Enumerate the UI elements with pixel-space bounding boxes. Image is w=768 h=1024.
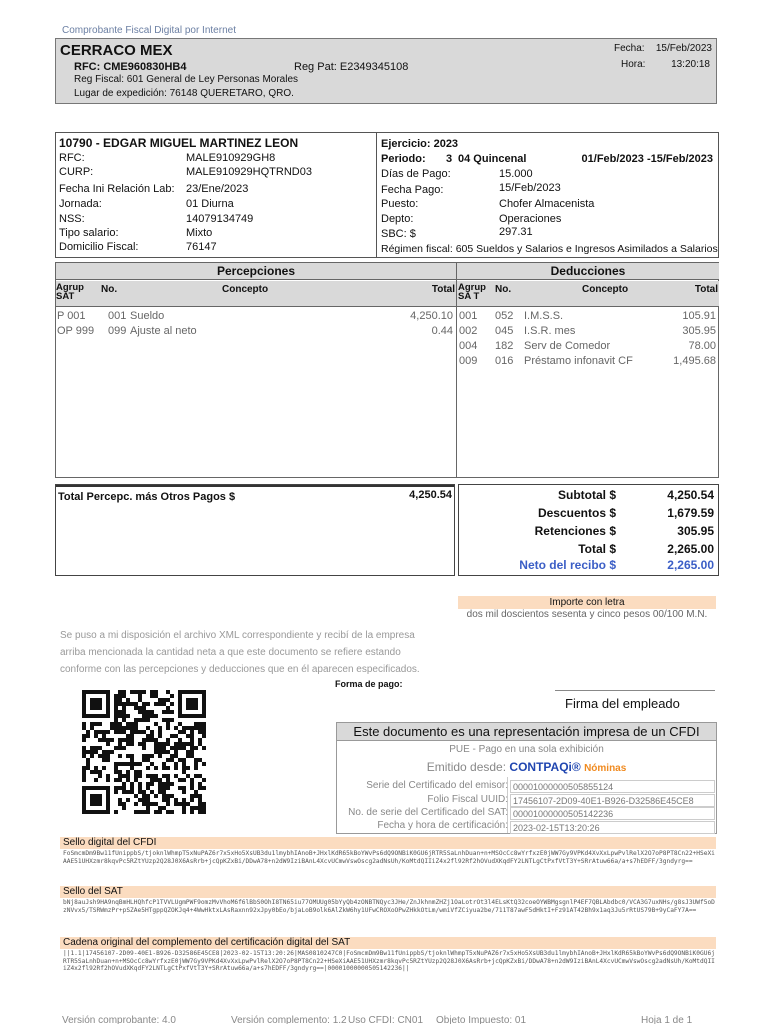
registro-patronal: Reg Pat: E2349345108 (294, 61, 409, 73)
period-value: Chofer Almacenista (499, 198, 595, 210)
importe-letra-title: Importe con letra (458, 596, 716, 609)
employee-info-box (55, 132, 719, 258)
total-percepciones-label: Total Percepc. más Otros Pagos $ (58, 491, 236, 503)
emp-value: MALE910929HQTRND03 (186, 166, 312, 178)
retenciones-value: 305.95 (677, 524, 714, 538)
emp-value: MALE910929GH8 (186, 152, 276, 164)
deducciones-column-headers (457, 281, 719, 307)
cert-value: 2023-02-15T13:20:26 (510, 821, 715, 834)
total-percepciones-value: 4,250.54 (409, 489, 452, 501)
percepciones-column-headers (56, 281, 456, 307)
cell-agrup: OP 999 (57, 325, 95, 337)
importe-letra-text: dos mil doscientos sesenta y cinco pesos 00/100 M.N. (466, 609, 708, 620)
col-total: Total (431, 284, 455, 295)
cell-concepto: I.M.S.S. (524, 310, 564, 322)
signature-line (555, 690, 715, 691)
cfdi-info-box (336, 722, 717, 834)
company-header (55, 38, 717, 104)
cell-concepto: Préstamo infonavit CF (524, 355, 633, 367)
column-divider (456, 263, 457, 478)
cell-no: 045 (495, 325, 514, 337)
fecha-label: Fecha: (614, 43, 645, 54)
total-label: Total $ (578, 542, 616, 556)
retenciones-label: Retenciones $ (534, 524, 616, 538)
cell-total: 305.95 (682, 325, 716, 337)
cert-value: 00001000000505855124 (510, 780, 715, 793)
hora-label: Hora: (621, 59, 646, 70)
cfdi-title: Este documento es una representación impresa de un CFDI (337, 723, 716, 741)
percepciones-title: Percepciones (56, 263, 456, 280)
emp-value: 76147 (186, 241, 217, 253)
cell-concepto: I.S.R. mes (524, 325, 576, 337)
subtotal-value: 4,250.54 (667, 488, 714, 502)
cell-agrup: 009 (459, 355, 478, 367)
cell-total: 0.44 (431, 325, 453, 337)
cell-concepto: Ajuste al neto (130, 325, 197, 337)
col-agrup: Agrup SA T (458, 282, 486, 302)
fecha-value: 15/Feb/2023 (655, 43, 712, 54)
totals-box (458, 484, 719, 576)
total-value: 2,265.00 (667, 542, 714, 556)
col-concepto: Concepto (582, 284, 629, 295)
emitido-label: Emitido desde: (426, 760, 507, 774)
qr-code-icon (82, 690, 206, 814)
objeto-impuesto: Objeto Impuesto: 01 (436, 1015, 527, 1024)
uso-cfdi: Uso CFDI: CN01 (348, 1015, 424, 1024)
regimen-fiscal: Reg Fiscal: 601 General de Ley Personas Morales (74, 74, 299, 85)
sello-cfdi-text: FoSmcmDm9Bw11fUnippbS/tjoknlWhmpT5xNuPAZ6r7x5xHo5XsUB3du1lmybhIAnoB+JHxlKdR65kBoYWvPs6dQ9ONBiK0GU6jRTR5SaLnhDuan+n+MSOcCc8wYrfxzE0jWW7Gy9VPKd4XvXxLpwPvlRelX2O7oP8PT8Cn22+HSeXiAAE51UHXzmr8kqvPc5RZtYUzp2Q28J0X6AsRrb+jcQpKZxBi/DDwA78+n2dW9IziBAnL4XcvUCmwVswOscg2adNsUh/KoMtdQIIiZ4x2fl92Rf2hOVudXKqdFY2LNTLgCtPxfVtT3Y+SRrAtuw66a/a+s7hEDFF/3gndyrg== (63, 850, 715, 865)
emp-value: 23/Ene/2023 (186, 183, 249, 195)
forma-pago-label: Forma de pago: (335, 679, 403, 689)
cert-label: Serie del Certificado del emisor: (366, 780, 508, 791)
cell-total: 4,250.10 (410, 310, 453, 322)
cert-value: 00001000000505142236 (510, 807, 715, 820)
lugar-expedicion: Lugar de expedición: 76148 QUERETARO, QRO. (74, 88, 294, 99)
legal-disclaimer: Se puso a mi disposición el archivo XML correspondiente y recibí de la empresa arriba mencionada la cantidad neta a que este documento se refiere estando conforme con las percepciones y deducciones que en él aparecen especificados. (60, 630, 420, 675)
cert-label: Fecha y hora de certificación: (377, 820, 508, 831)
neto-value: 2,265.00 (667, 558, 714, 572)
regimen-fiscal-empleado: Régimen fiscal: 605 Sueldos y Salarios e Ingresos Asimilados a Salarios (381, 243, 718, 255)
emitido-desde (337, 760, 716, 774)
cell-agrup: P 001 (57, 310, 86, 322)
period-value: 297.31 (499, 226, 533, 238)
subtotal-label: Subtotal $ (557, 488, 616, 502)
periodo-tipo: 04 Quincenal (458, 153, 527, 165)
divider (56, 485, 454, 487)
emp-label: Domicilio Fiscal: (59, 241, 139, 253)
cadena-original-title: Cadena original del complemento del certificación digital del SAT (60, 937, 716, 949)
cell-agrup: 002 (459, 325, 478, 337)
descuentos-value: 1,679.59 (667, 506, 714, 520)
cell-no: 099 (108, 325, 127, 337)
cell-total: 78.00 (688, 340, 716, 352)
period-value: Operaciones (499, 213, 562, 225)
period-value: 15/Feb/2023 (499, 182, 561, 194)
employee-name: 10790 - EDGAR MIGUEL MARTINEZ LEON (59, 136, 299, 150)
cell-concepto: Sueldo (130, 310, 165, 322)
cell-no: 052 (495, 310, 514, 322)
col-agrup: Agrup SAT (56, 282, 84, 302)
cell-agrup: 004 (459, 340, 478, 352)
emp-label: CURP: (59, 166, 94, 178)
version-complemento: Versión complemento: 1.2 (231, 1015, 347, 1024)
sello-sat-title: Sello del SAT (60, 886, 716, 898)
period-value: 15.000 (499, 168, 533, 180)
percepciones-deducciones-table (55, 262, 719, 478)
period-label: Días de Pago: (381, 168, 451, 180)
cell-no: 001 (108, 310, 127, 322)
emp-label: NSS: (59, 213, 85, 225)
col-total: Total (694, 284, 718, 295)
contpaqi-logo: CONTPAQi® (509, 760, 581, 774)
period-label: Depto: (381, 213, 414, 225)
cadena-original-text: ||1.1|17456107-2D09-40E1-B926-D32586E45CE8|2023-02-15T13:20:26|MAS0810247C0|FoSmcmDm9Bw11fUnippbS/tjoknlWhmpT5xNuPAZ6r7x5xHo5XsUB3du1lmybhIAnoB+JHxlKdR65kBoYWvPs6dQ9ONBiK0GU6jRTR5SaLnhDuan+n+MSOcCc8wYrfxzE0jWW7Gy9VPKd4XvXxLpwPvlRelX2O7oP8PT8Cn22+HSeXiAAE51UHXzmr8kqvPc5RZtYUzp2Q28J0X6AsRrb+jcQpKZxBi/DDwA78+n2dW9IziBAnL4XcvUCmwVswOscg2adNsUh/KoMtdQIIiZ4x2fl92Rf2hOVudXKqdFY2LNTLgCtPxfVtT3Y+SRrAtuw66a/a+s7hEDFF/3gndyrg==|00001000000505142236|| (63, 950, 715, 972)
emp-value: 14079134749 (186, 213, 254, 225)
cell-concepto: Serv de Comedor (524, 340, 611, 352)
emp-value: Mixto (186, 227, 213, 239)
company-name: CERRACO MEX (60, 42, 173, 59)
cell-no: 016 (495, 355, 514, 367)
cell-agrup: 001 (459, 310, 478, 322)
emp-label: Fecha Ini Relación Lab: (59, 183, 175, 195)
cert-label: No. de serie del Certificado del SAT: (348, 807, 508, 818)
cell-no: 182 (495, 340, 514, 352)
col-concepto: Concepto (222, 284, 269, 295)
sello-cfdi-title: Sello digital del CFDI (60, 837, 716, 849)
period-label: Puesto: (381, 198, 419, 210)
page-indicator: Hoja 1 de 1 (641, 1015, 693, 1024)
version-comprobante: Versión comprobante: 4.0 (62, 1015, 176, 1024)
descuentos-label: Descuentos $ (537, 506, 616, 520)
cert-label: Folio Fiscal UUID: (427, 794, 508, 805)
emp-label: RFC: (59, 152, 85, 164)
hora-value: 13:20:18 (671, 59, 710, 70)
total-percepciones-box (55, 484, 455, 576)
neto-label: Neto del recibo $ (519, 558, 616, 572)
company-rfc: RFC: CME960830HB4 (74, 61, 187, 73)
periodo-rango: 01/Feb/2023 -15/Feb/2023 (581, 153, 713, 165)
cell-total: 1,495.68 (673, 355, 716, 367)
periodo-label: Periodo: (381, 153, 426, 165)
period-label: SBC: $ (381, 228, 416, 240)
cell-total: 105.91 (682, 310, 716, 322)
ejercicio: Ejercicio: 2023 (381, 138, 459, 150)
periodo-numero: 3 (446, 153, 453, 165)
metodo-pago: PUE - Pago en una sola exhibición (449, 744, 604, 755)
emp-value: 01 Diurna (186, 198, 234, 210)
col-no: No. (495, 284, 512, 295)
cert-value: 17456107-2D09-40E1-B926-D32586E45CE8 (510, 794, 715, 807)
period-label: Fecha Pago: (381, 184, 444, 196)
document-type-note: Comprobante Fiscal Digital por Internet (62, 25, 236, 36)
sello-sat-text: bNj8auJsh9HA9nqBmHLHQhfcP1TVVLUgmPWF9omzMvVhoM6f6lBbS0OhI8TN65iu77OMUUg05bYyQb4zONBTNQyc3JHe/ZnJkhnmZHZj1OaLotrOt3l4ELsKtQ32coeOYWBMgsgnlP4EF7QBLAbdbc0/VCA3G7uxNHs/g8sJ3UWf5oDzNVvx5/TSRWmzPr+pSZAe5HTgppQZOKJq4+4WwHktxLAsRaxnn92xJpy0bEo/bjaLoB9olk6AlZkW6hy1UFwCROXoOPwZHkkOtLm/wmiVfZCiyua2be/711T87awF5dHktI+Fz91AT42Bh9x1aq3Ju5rRtUS79B+9yCaFY7A== (63, 899, 715, 914)
emp-label: Jornada: (59, 198, 102, 210)
emp-label: Tipo salario: (59, 227, 119, 239)
column-divider (376, 133, 377, 258)
deducciones-title: Deducciones (457, 263, 719, 280)
firma-empleado: Firma del empleado (565, 696, 680, 711)
col-no: No. (101, 284, 118, 295)
nominas-logo: Nóminas (584, 763, 627, 774)
